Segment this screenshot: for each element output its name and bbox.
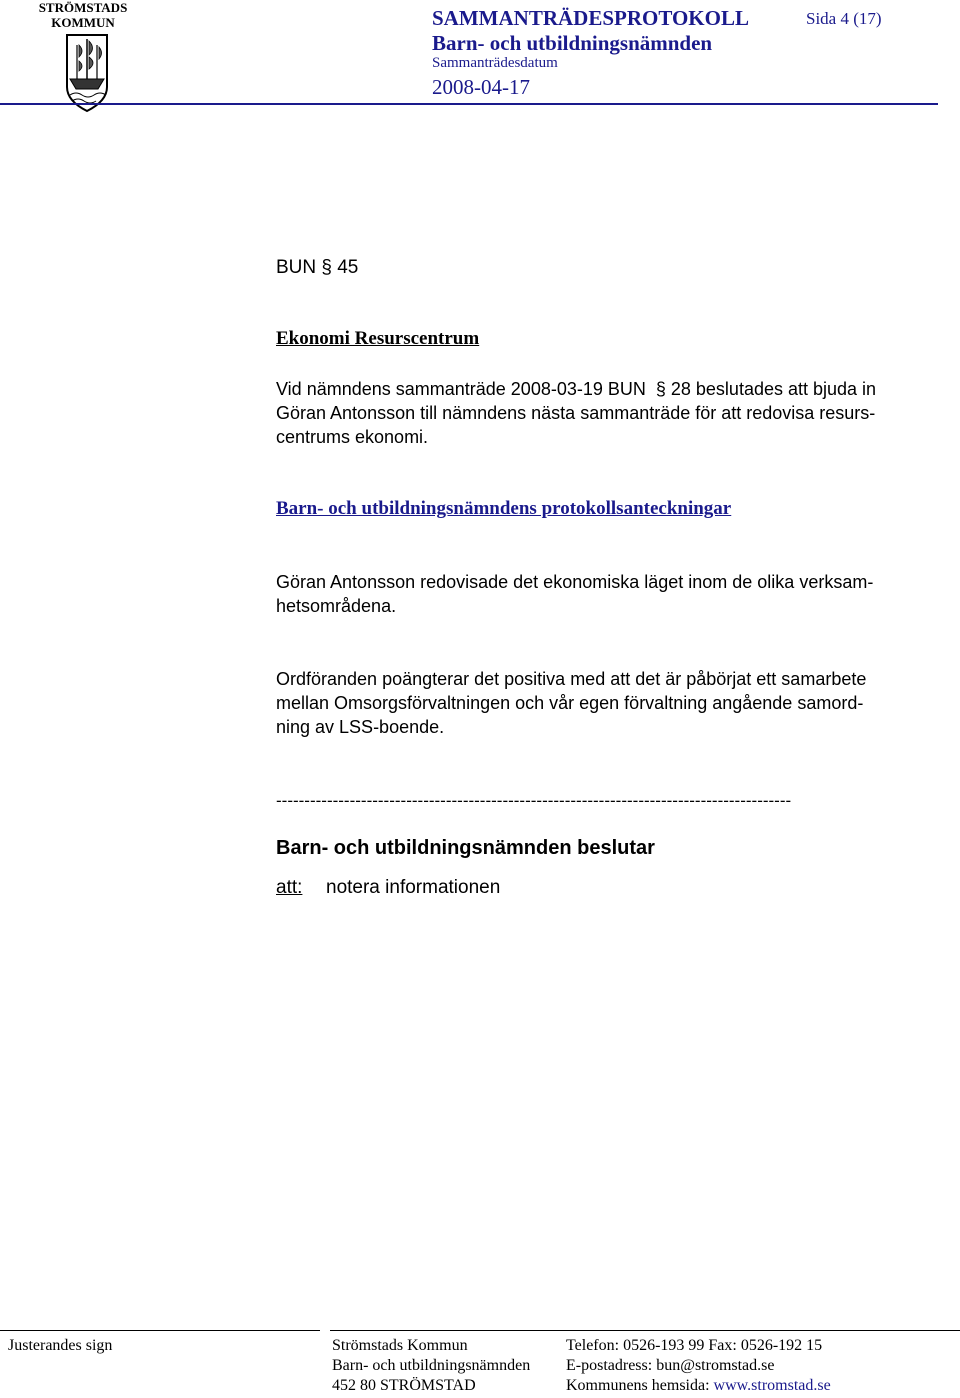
org-name-line1: STRÖMSTADS	[38, 0, 128, 15]
presentation-paragraph: Göran Antonsson redovisade det ekonomiska läget inom de olika verksam- hetsområdena.	[276, 572, 874, 616]
footer-web-link[interactable]: www.stromstad.se	[713, 1377, 831, 1394]
meeting-date: 2008-04-17	[432, 75, 530, 99]
header-rule-right	[142, 103, 938, 105]
municipal-crest-ship-icon	[64, 33, 110, 113]
board-name: Barn- och utbildningsnämnden	[432, 31, 713, 55]
footer-address: 452 80 STRÖMSTAD	[332, 1377, 476, 1394]
footer-web	[566, 1376, 831, 1396]
footer-rule-right	[330, 1330, 960, 1331]
org-name-line2: KOMMUN	[51, 15, 115, 30]
decision-att-label: att:	[276, 877, 303, 898]
minutes-notes-heading: Barn- och utbildningsnämndens protokollsanteckningar	[276, 498, 732, 519]
footer-board: Barn- och utbildningsnämnden	[332, 1357, 531, 1374]
page-number: Sida 4 (17)	[806, 9, 882, 28]
paragraph-reference: BUN § 45	[276, 257, 359, 278]
decision-text: notera informationen	[326, 877, 501, 898]
section-heading: Ekonomi Resurscentrum	[276, 328, 480, 349]
chair-paragraph: Ordföranden poängterar det positiva med att det är påbörjat ett samarbete mellan Omsorgsförvaltningen och vår egen förvaltning angående samord- ning av LSS-boende.	[276, 669, 867, 737]
footer-rule-left	[0, 1330, 320, 1331]
footer-phone: Telefon: 0526-193 99 Fax: 0526-192 15	[566, 1337, 823, 1354]
header-rule-left	[0, 103, 142, 105]
separator-line: -------------------------------------------------------------------------------------------	[276, 791, 792, 810]
footer-sign-label: Justerandes sign	[8, 1337, 113, 1354]
footer-email: E-postadress: bun@stromstad.se	[566, 1357, 775, 1374]
decision-heading: Barn- och utbildningsnämnden beslutar	[276, 837, 655, 859]
footer-org: Strömstads Kommun	[332, 1337, 468, 1354]
intro-paragraph: Vid nämndens sammanträde 2008-03-19 BUN § 28 beslutades att bjuda in Göran Antonsson till nämndens nästa sammanträde för att redovisa resurs- centrums ekonomi.	[276, 379, 877, 447]
meeting-date-label: Sammanträdesdatum	[432, 55, 558, 71]
footer-web-label: Kommunens hemsida:	[566, 1377, 714, 1394]
document-title: SAMMANTRÄDESPROTOKOLL	[432, 6, 749, 30]
